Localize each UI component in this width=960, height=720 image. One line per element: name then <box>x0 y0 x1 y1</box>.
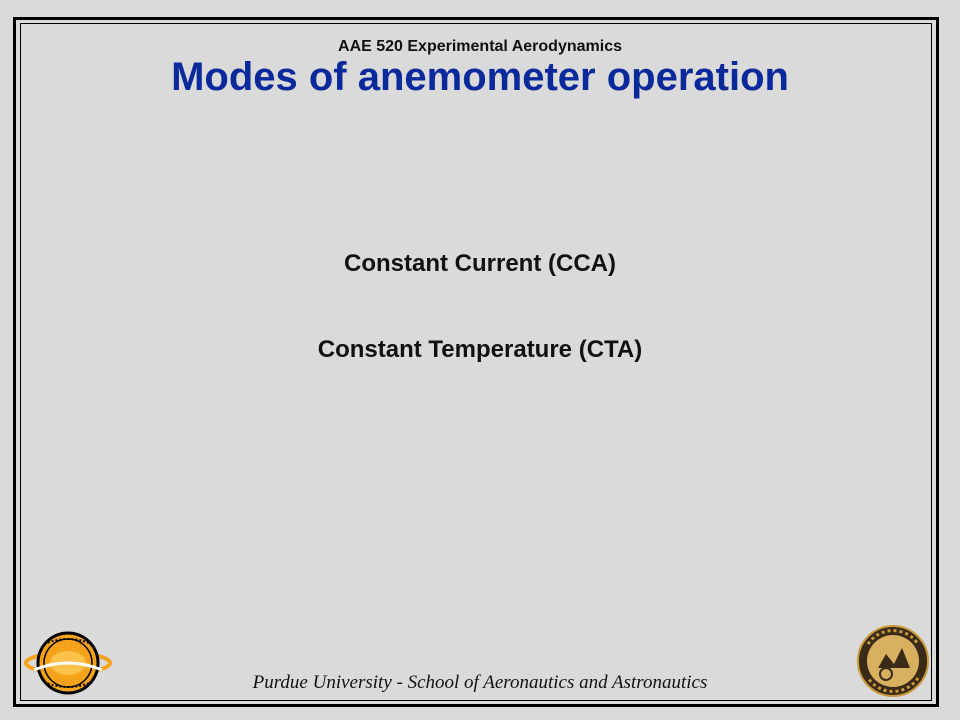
purdue-seal-icon <box>856 624 930 698</box>
course-title: AAE 520 Experimental Aerodynamics <box>338 38 622 55</box>
mode-item-cca: Constant Current (CCA) <box>344 250 616 277</box>
mode-item-cta: Constant Temperature (CTA) <box>317 336 643 363</box>
footer-text: Purdue University - School of Aeronautics and Astronautics <box>252 672 708 693</box>
slide-title: Modes of anemometer operation <box>171 55 789 99</box>
aeronautics-logo-icon <box>24 630 112 696</box>
